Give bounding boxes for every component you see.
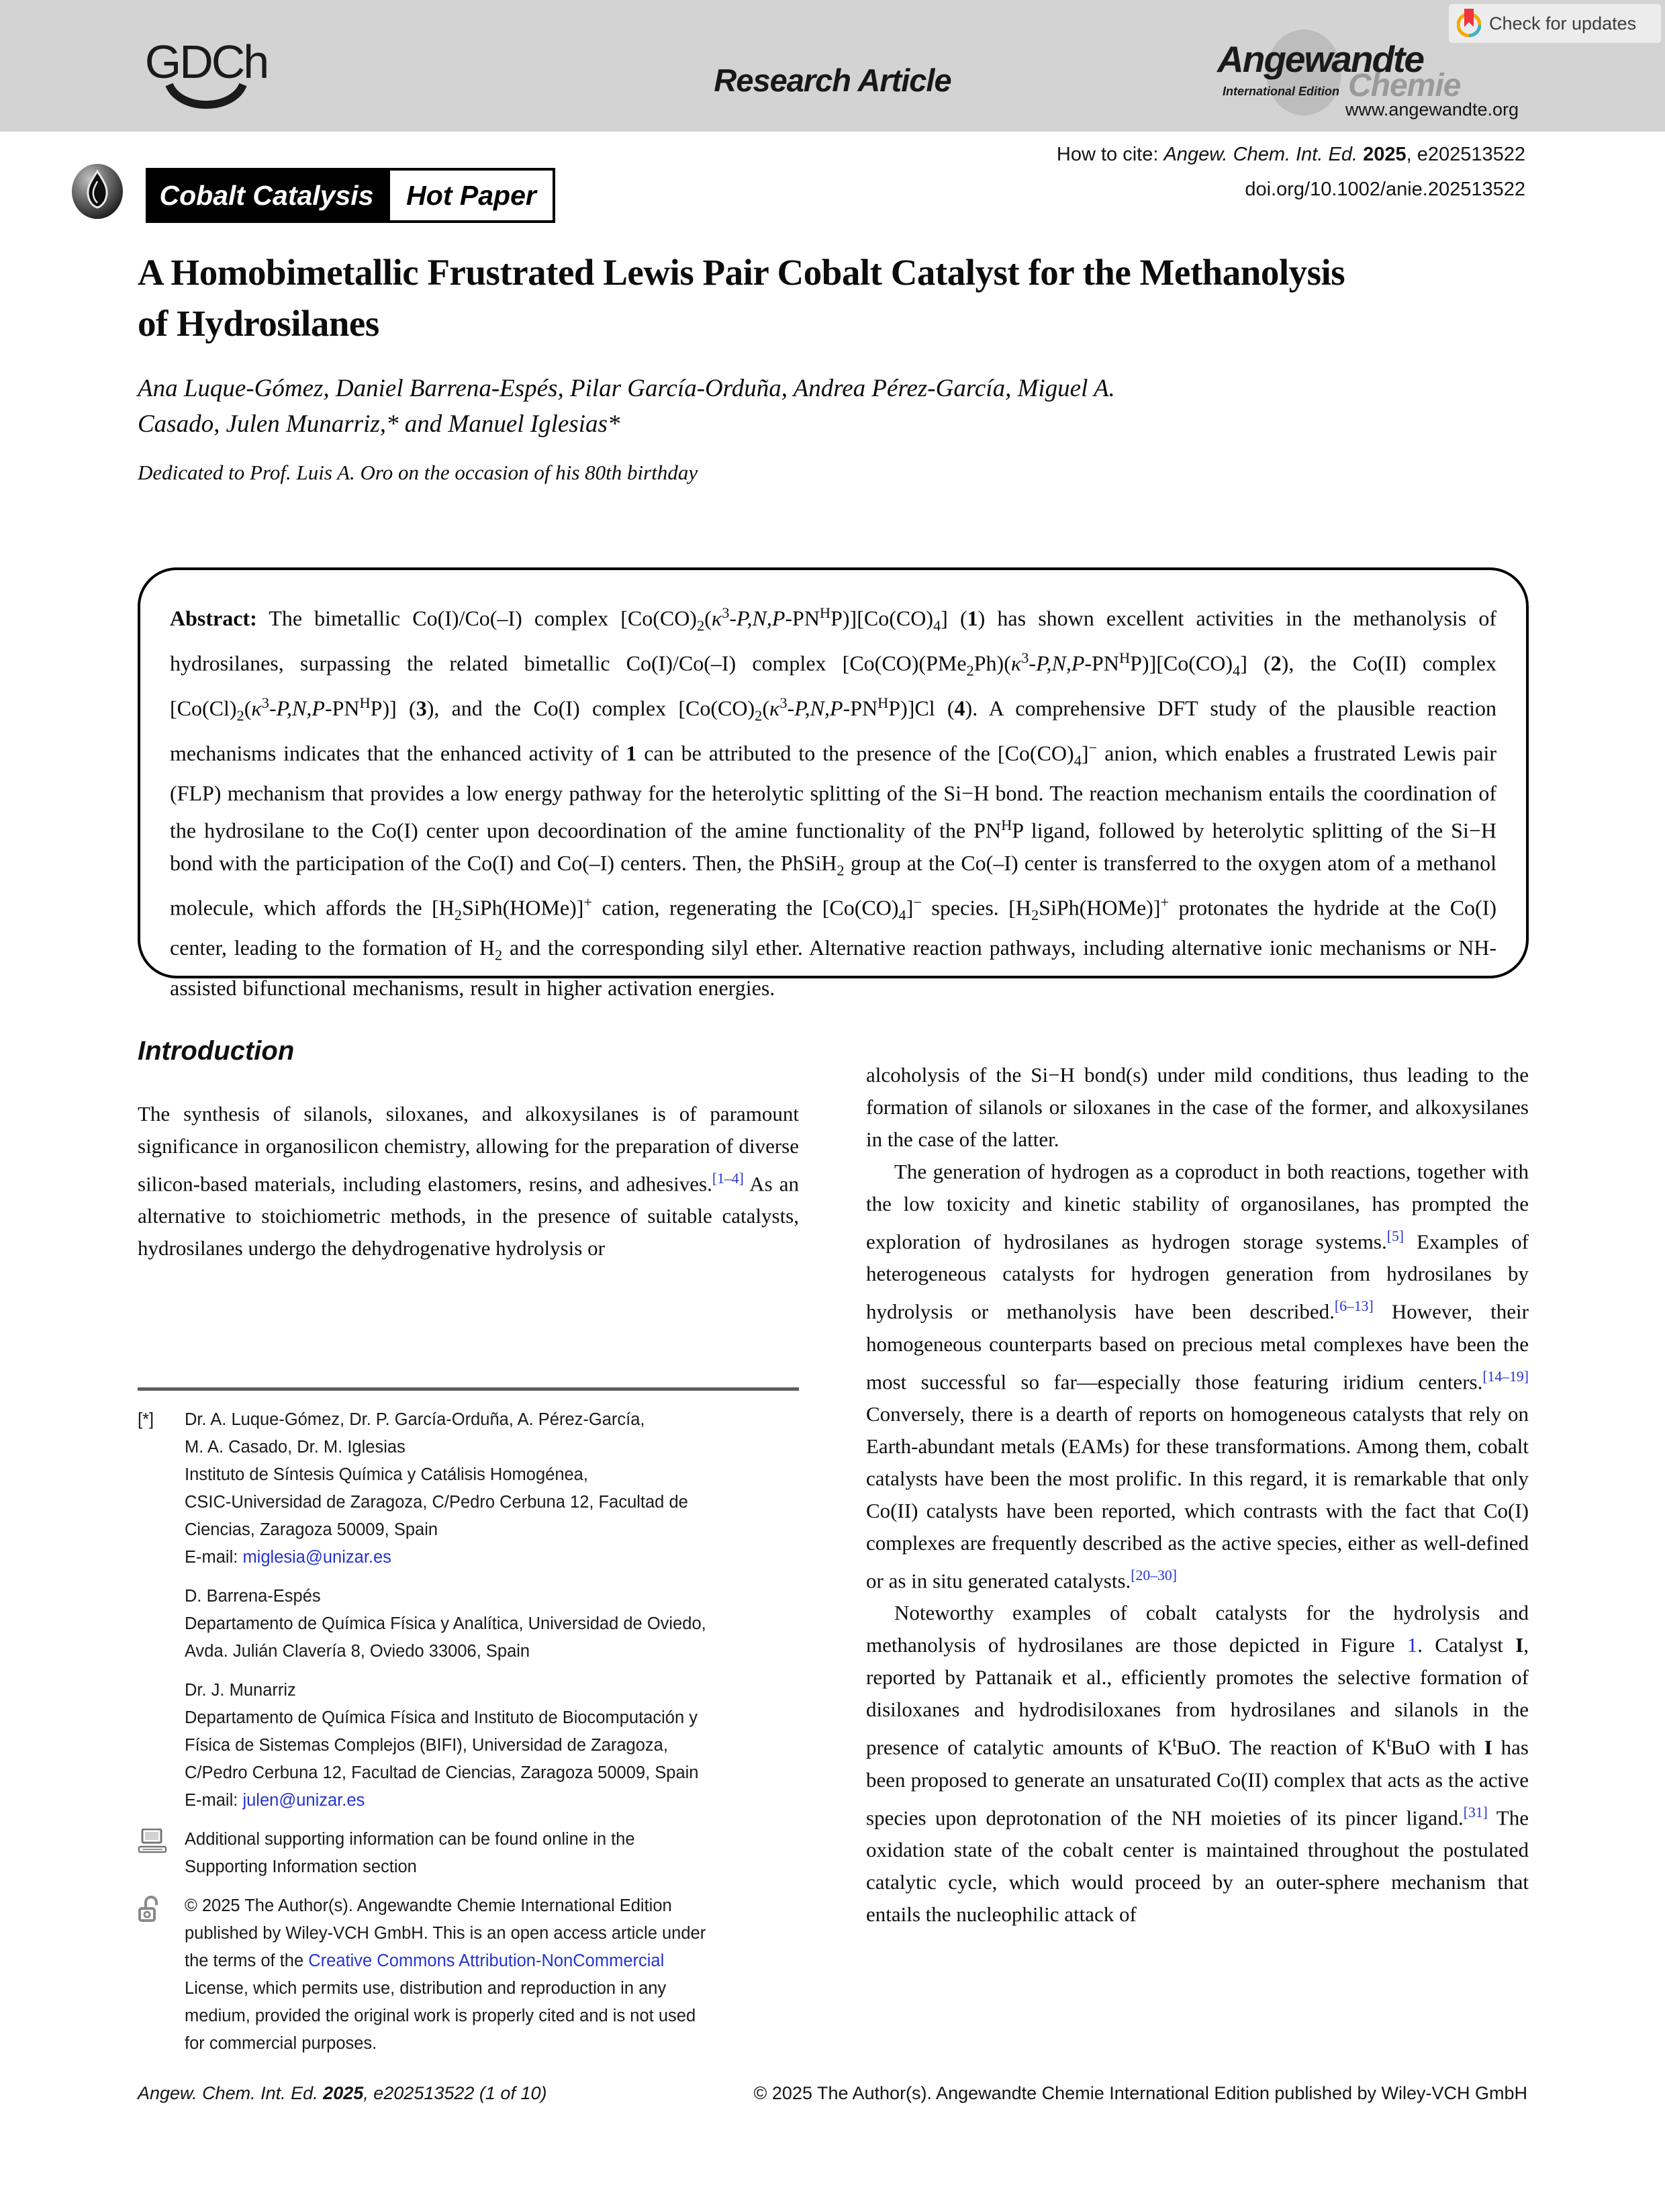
affiliation-note: [*] Dr. A. Luque-Gómez, Dr. P. García-Orduña, A. Pérez-García, M. A. Casado, Dr. M. Iglesias Instituto de Síntesis Química y Catálisis Homogénea, CSIC-Universidad de Zaragoza, C/Pedro Cerbuna 12, Facultad de Ciencias, Zaragoza 50009, Spain E-mail: miglesia@unizar.es: [138, 1406, 816, 1571]
intro-paragraph: The synthesis of silanols, siloxanes, and alkoxysilanes is of paramount significance in organosilicon chemistry, allowing for the preparation of diverse silicon-based materials, including elastomers, resins, and adhesives.[1–4] As an alternative to stoichiometric methods, in the presence of suitable catalysts, hydrosilanes undergo the dehydrogenative hydrolysis or: [138, 1102, 799, 1260]
body-column-right: [866, 1059, 1529, 1931]
footer-copyright: © 2025 The Author(s). Angewandte Chemie International Edition published by Wiley-VCH GmbH: [753, 2083, 1527, 2103]
cite-line: How to cite: Angew. Chem. Int. Ed. 2025, e202513522: [1056, 144, 1525, 165]
intro-paragraph: alcoholysis of the Si−H bond(s) under mild conditions, thus leading to the formation of silanols or siloxanes in the case of the former, and alkoxysilanes in the case of the latter.: [866, 1063, 1529, 1151]
journal-website: www.angewandte.org: [1345, 99, 1519, 120]
doi-line[interactable]: doi.org/10.1002/anie.202513522: [1245, 179, 1525, 200]
computer-icon: [138, 1826, 185, 1881]
section-heading-introduction: Introduction: [138, 1036, 295, 1066]
how-to-cite: [1057, 137, 1525, 207]
affiliation-note: D. Barrena-Espés Departamento de Química Física y Analítica, Universidad de Oviedo, Avda. Julián Clavería 8, Oviedo 33006, Spain: [185, 1587, 706, 1661]
citation-ref[interactable]: [6–13]: [1334, 1298, 1374, 1315]
international-edition-label: International Edition: [1223, 85, 1339, 98]
footnote-block: [138, 1406, 816, 2069]
figure-ref[interactable]: 1: [1407, 1633, 1418, 1657]
dedication-line: Dedicated to Prof. Luis A. Oro on the occasion of his 80th birthday: [138, 461, 698, 484]
open-access-note: © 2025 The Author(s). Angewandte Chemie International Edition published by Wiley-VCH GmbH. This is an open access article under the terms of the Creative Commons Attribution-NonCommercial License, which permits use, distribution and reproduction in any medium, provided the original work is properly cited and is not used for commercial purposes.: [138, 1892, 816, 2058]
cc-license-link[interactable]: Creative Commons Attribution-NonCommercial: [308, 1951, 665, 1970]
email-link[interactable]: julen@unizar.es: [242, 1791, 365, 1810]
footer-citation: Angew. Chem. Int. Ed. 2025, e202513522 (1 of 10): [138, 2083, 547, 2103]
check-for-updates-button[interactable]: [1449, 4, 1661, 43]
body-column-left: [138, 1098, 799, 1264]
footnote-marker: [*]: [138, 1410, 154, 1429]
open-access-lock-icon: [138, 1892, 185, 2058]
email-link[interactable]: miglesia@unizar.es: [242, 1548, 391, 1567]
journal-masthead: [0, 0, 1665, 132]
supporting-info-note: Additional supporting information can be found online in the Supporting Information section: [138, 1826, 816, 1881]
citation-ref[interactable]: [14–19]: [1482, 1368, 1529, 1385]
hot-paper-flame-icon: [70, 163, 125, 224]
article-title: A Homobimetallic Frustrated Lewis Pair Cobalt Catalyst for the Methanolysis of Hydrosilanes: [138, 252, 1345, 344]
abstract-box: Abstract: The bimetallic Co(I)/Co(–I) complex $[Co(CO)_2(\kappa^3-P,N,P-PN^HP)][Co(CO)_4]$ (1) has shown excellent activities in the methanolysis of hydrosilanes, surpassing the related bimetallic Co(I)/Co(–I) complex $[Co(CO)(PMe_2Ph)(\kappa^3-P,N,P-PN^HP)][Co(CO)_4]$ (2), the Co(II) complex $[Co(Cl)_2(\kappa^3-P,N,P-PN^HP)]$ (3), and the Co(I) complex $[Co(CO)_2(\kappa^3-P,N,P-PN^HP)]Cl$ (4). A comprehensive DFT study of the plausible reaction mechanisms indicates that the enhanced activity of 1 can be attributed to the presence of the $[Co(CO)_4]^-$ anion, which enables a frustrated Lewis pair (FLP) mechanism that provides a low energy pathway for the heterolytic splitting of the Si−H bond. The reaction mechanism entails the coordination of the hydrosilane to the Co(I) center upon decoordination of the amine functionality of the $PN^HP$ ligand, followed by heterolytic splitting of the Si−H bond with the participation of the Co(I) and Co(–I) centers. Then, the PhSiH$_2$ group at the Co(–I) center is transferred to the oxygen atom of a methanol molecule, which affords the $[H_2SiPh(HOMe)]^+$ cation, regenerating the $[Co(CO)_4]^-$ species. $[H_2SiPh(HOMe)]^+$ protonates the hydride at the Co(I) center, leading to the formation of $H_2$ and the corresponding silyl ether. Alternative reaction pathways, including alternative ionic mechanisms or NH-assisted bifunctional mechanisms, result in higher activation energies.: [138, 567, 1529, 978]
hot-paper-badge: Hot Paper: [387, 168, 555, 223]
crossmark-icon: [1457, 8, 1481, 39]
citation-ref[interactable]: [31]: [1463, 1804, 1488, 1821]
citation-ref[interactable]: [20–30]: [1131, 1567, 1177, 1583]
svg-text:GDCh: GDCh: [144, 36, 268, 88]
category-badge: Cobalt Catalysis: [146, 168, 387, 223]
author-list: Ana Luque-Gómez, Daniel Barrena-Espés, Pilar García-Orduña, Andrea Pérez-García, Miguel A. Casado, Julen Munarriz,* and Manuel Iglesias*: [138, 375, 1115, 438]
citation-ref[interactable]: [5]: [1386, 1228, 1405, 1244]
check-for-updates-label: Check for updates: [1489, 13, 1637, 34]
angewandte-logo: Angewandte: [1217, 38, 1423, 80]
footnote-divider: [138, 1387, 799, 1391]
citation-ref[interactable]: [1–4]: [712, 1170, 744, 1187]
chemie-label: Chemie: [1348, 68, 1461, 103]
article-type-label: Research Article: [714, 62, 951, 98]
intro-paragraph: Noteworthy examples of cobalt catalysts for the hydrolysis and methanolysis of hydrosilanes are those depicted in Figure 1. Catalyst I, reported by Pattanaik et al., efficiently promotes the selective formation of disiloxanes and hydrodisiloxanes from hydrosilanes and silanols in the presence of catalytic amounts of $K^tBuO$. The reaction of $K^tBuO$ with I has been proposed to generate an unsaturated Co(II) complex that acts as the active species upon deprotonation of the NH moieties of its pincer ligand.[31] The oxidation state of the cobalt center is maintained throughout the postulated catalytic cycle, which would proceed by an outer-sphere mechanism that entails the nucleophilic attack of: [866, 1601, 1529, 1926]
affiliation-note: Dr. J. Munarriz Departamento de Química Física and Instituto de Biocomputación y Física de Sistemas Complejos (BIFI), Universidad de Zaragoza, C/Pedro Cerbuna 12, Facultad de Ciencias, Zaragoza 50009, Spain E-mail: julen@unizar.es: [185, 1681, 699, 1810]
intro-paragraph: The generation of hydrogen as a coproduct in both reactions, together with the low toxicity and kinetic stability of organosilanes, has prompted the exploration of hydrosilanes as hydrogen storage systems.[5] Examples of heterogeneous catalysts for hydrogen generation from hydrosilanes by hydrolysis or methanolysis have been described.[6–13] However, their homogeneous counterparts based on precious metal complexes have been the most successful so far—especially those featuring iridium centers.[14–19] Conversely, there is a dearth of reports on homogeneous catalysts that rely on Earth-abundant metals (EAMs) for these transformations. Among them, cobalt catalysts have been the most prolific. In this regard, it is remarkable that only Co(II) catalysts have been reported, which contrasts with the fact that Co(I) complexes are frequently described as the active species, either as well-defined or as in situ generated catalysts.[20–30]: [866, 1160, 1529, 1593]
